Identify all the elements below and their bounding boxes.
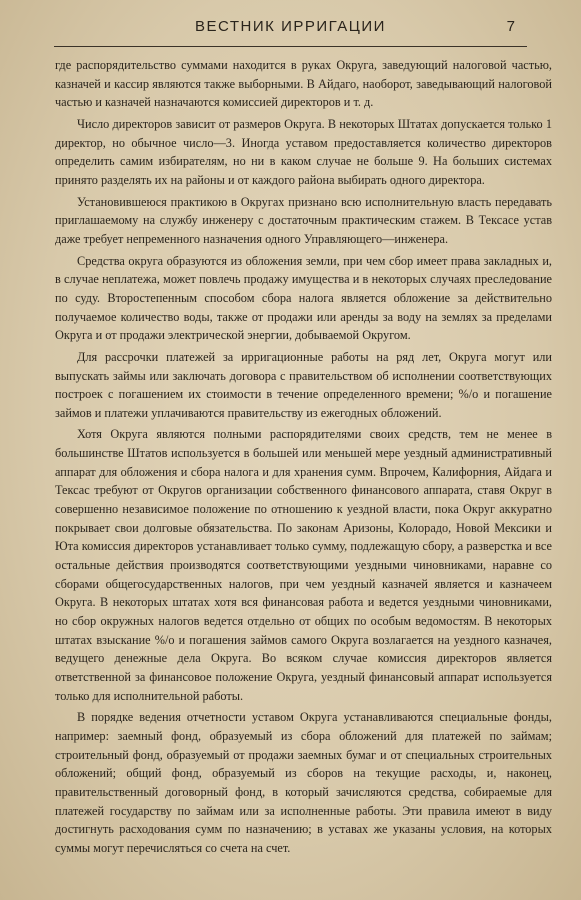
page-number: 7 xyxy=(506,18,515,35)
paragraph-directors-count: Число директоров зависит от размеров Округа. В некоторых Штатах допускается только 1 директор, но обычное число—3. Иногда уставом предоставляется количество директоров определить самим избирателям, но ни в каком случае не больше 9. На больших системах принято разделять их на районы и от каждого района выбирать одного директора. xyxy=(55,116,552,187)
article-body xyxy=(55,56,552,861)
paragraph-special-funds: В порядке ведения отчетности уставом Округа устанавливаются специальные фонды, например: заемный фонд, образуемый из сбора обложений для платежей по займам; строительный фонд, образуемый от продажи заемных бумаг и от специальных строительных обложений; общий фонд, образуемый из сборов на текущие расходы, и, наконец, правительственный договорный фонд, в который зачисляются средства, собираемые для платежей государству по займам или за исполненные работы. Эти правила имеют в виду достигнуть расходования сумм по назначению; в уставах же указаны условия, на которых суммы могут перечисляться со счета на счет. xyxy=(55,710,552,855)
paragraph-continued: где распорядительство суммами находится в руках Округа, заведующий налоговой частью, казначей и кассир являются также выборными. В Айдаго, наоборот, заведывающий налоговой частью и казначей назначаются комиссией директоров и т. д. xyxy=(55,58,552,110)
paragraph-installments: Для рассрочки платежей за ирригационные работы на ряд лет, Округа могут или выпускать займы или заключать договора с правительством об исполнении соответствующих построек с погашением их стоимости в течение определенного времени; %/о и погашение займов и платежи уплачиваются правительству из ежегодных обложений. xyxy=(55,349,552,420)
page-header xyxy=(0,18,581,42)
journal-title: ВЕСТНИК ИРРИГАЦИИ xyxy=(195,18,386,35)
paragraph-funding-sources: Средства округа образуются из обложения земли, при чем сбор имеет права закладных и, в случае неплатежа, может повлечь продажу имущества и в некоторых случаях преследование по суду. Второстепенным способом сбора налога является обложение за действительно получаемое количество воды, также от продажи или аренды за воду на землях за пределами Округа и от продажи электрической энергии, добываемой Округом. xyxy=(55,253,552,343)
paragraph-county-apparatus: Хотя Округа являются полными распорядителями своих средств, тем не менее в большинстве Штатов используется в большей или меньшей мере уездный административный аппарат для обложения и сбора налога и для хранения сумм. Впрочем, Калифорния, Айдага и Тексас требуют от Округов организации собственного финансового аппарата, ставя Округ в совершенно независимое положение по отношению к уездной власти, пока Округ аккуратно покрывает свои долговые обязательства. По законам Аризоны, Колорадо, Новой Мексики и Юта комиссия директоров устанавливает только сумму, подлежащую сбору, а разверстка и все остальные действия производятся соответствующими уездными чиновниками, наравне со сборами общегосударственных налогов, при чем уездный казначей является и казначеем Округа. В некоторых штатах хотя вся финансовая работа и ведется уездными чиновниками, но сбор окружных налогов ведется отдельно от общих по особым ведомостям. В некоторых штатах взыскание %/о и погашения займов самого Округа возлагается на уездного казначея, ведущего денежные дела Округа. Во всяком случае комиссия директоров является ответственной за финансовое положение Округа, уездный финансовый аппарат используется только для исполнительной работы. xyxy=(55,427,552,703)
header-divider xyxy=(54,46,527,47)
paragraph-executive-power: Установившеюся практикою в Округах признано всю исполнительную власть передавать приглашаемому на службу инженеру с достаточным практическим стажем. В Тексасе устав даже требует непременного назначения одного Управляющего—инженера. xyxy=(55,194,552,246)
